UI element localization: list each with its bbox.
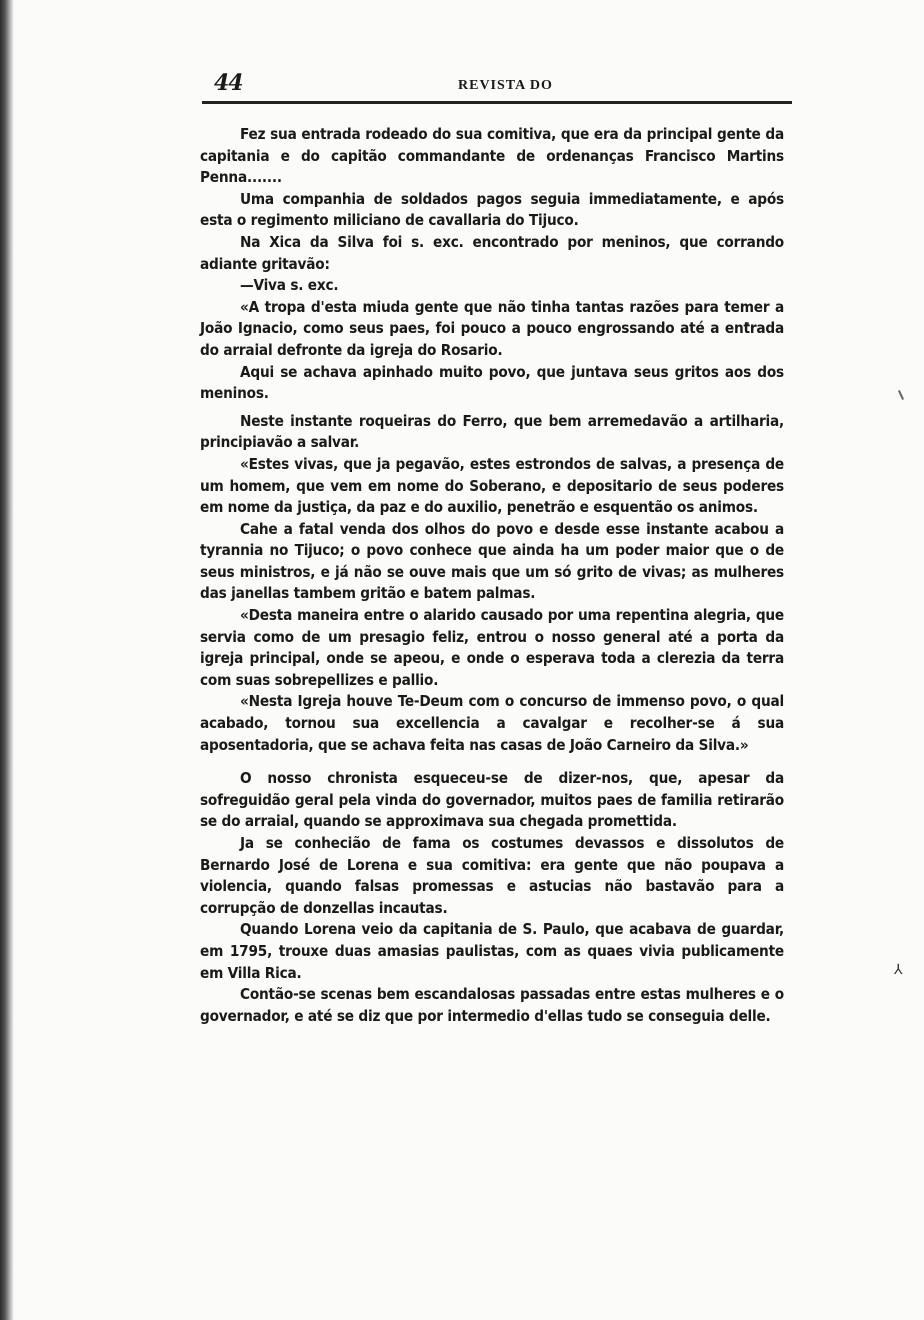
paragraph: Aqui se achava apinhado muito povo, que juntava seus gritos aos dos meninos. xyxy=(200,362,784,403)
body-text xyxy=(200,124,784,1027)
paragraph: O nosso chronista esqueceu-se de dizer-nos, que, apesar da sofreguidão geral pela vinda do governador, muitos paes de familia retirarão se do arraial, quando se approximava sua chegada promettida. xyxy=(200,769,784,831)
paragraph: Ja se conhecião de fama os costumes devassos e dissolutos de Bernardo José de Lorena e sua comitiva: era gente que não poupava a violencia, quando falsas promessas e astucias não bastavão para a corrupção de donzellas incautas. xyxy=(200,834,784,917)
paragraph: Cahe a fatal venda dos olhos do povo e desde esse instante acabou a tyrannia no Tijuco; o povo conhece que ainda ha um poder maior que o de seus ministros, e já não se ouve mais que um só grito de vivas; as mulheres das janellas tambem gritão e batem palmas. xyxy=(200,519,784,603)
page-number: 44 xyxy=(214,70,243,96)
paragraph: Uma companhia de soldados pagos seguia immediatamente, e após esta o regimento miliciano de cavallaria do Tijuco. xyxy=(200,189,784,230)
running-head: REVISTA DO xyxy=(458,78,553,93)
paragraph: Contão-se scenas bem escandalosas passadas entre estas mulheres e o governador, e até se diz que por intermedio d'ellas tudo se conseguia delle. xyxy=(200,985,784,1025)
paragraph: Na Xica da Silva foi s. exc. encontrado por meninos, que corrando adiante gritavão: xyxy=(200,232,784,273)
paragraph: Quando Lorena veio da capitania de S. Paulo, que acabava de guardar, em 1795, trouxe duas amasias paulistas, com as quaes vivia publicamente em Villa Rica. xyxy=(200,920,784,982)
book-spine-shadow xyxy=(0,0,14,1320)
paragraph: —Viva s. exc. xyxy=(240,276,339,295)
paragraph: «A tropa d'esta miuda gente que não tinha tantas razões para temer a João Ignacio, como seus paes, foi pouco a pouco engrossando até a entrada do arraial defronte da igreja do Rosario. xyxy=(200,297,784,359)
paragraph: «Estes vivas, que ja pegavão, estes estrondos de salvas, a presença de um homem, que vem em nome do Soberano, e depositario de seus poderes em nome da justiça, da paz e do auxilio, penetrão e esquentão os animos. xyxy=(200,454,784,517)
paragraph: «Nesta Igreja houve Te-Deum com o concurso de immenso povo, o qual acabado, tornou sua excellencia a cavalgar e recolher-se á sua aposentadoria, que se achava feita nas casas de João Carneiro da Silva.» xyxy=(200,692,784,754)
header-rule xyxy=(202,101,792,104)
stray-mark xyxy=(898,390,904,400)
paragraph: Neste instante roqueiras do Ferro, que bem arremedavão a artilharia, principiavão a salvar. xyxy=(200,411,784,452)
paragraph: Fez sua entrada rodeado do sua comitiva, que era da principal gente da capitania e do capitão commandante de ordenanças Francisco Martins Penna....... xyxy=(200,125,784,187)
stray-mark: ⅄ xyxy=(894,962,903,978)
paragraph: «Desta maneira entre o alarido causado por uma repentina alegria, que servia como de um presagio feliz, entrou o nosso general até a porta da igreja principal, onde se apeou, e onde o esperava toda a clerezia da terra com suas sobrepellizes e pallio. xyxy=(200,606,784,689)
page-header xyxy=(206,68,792,104)
